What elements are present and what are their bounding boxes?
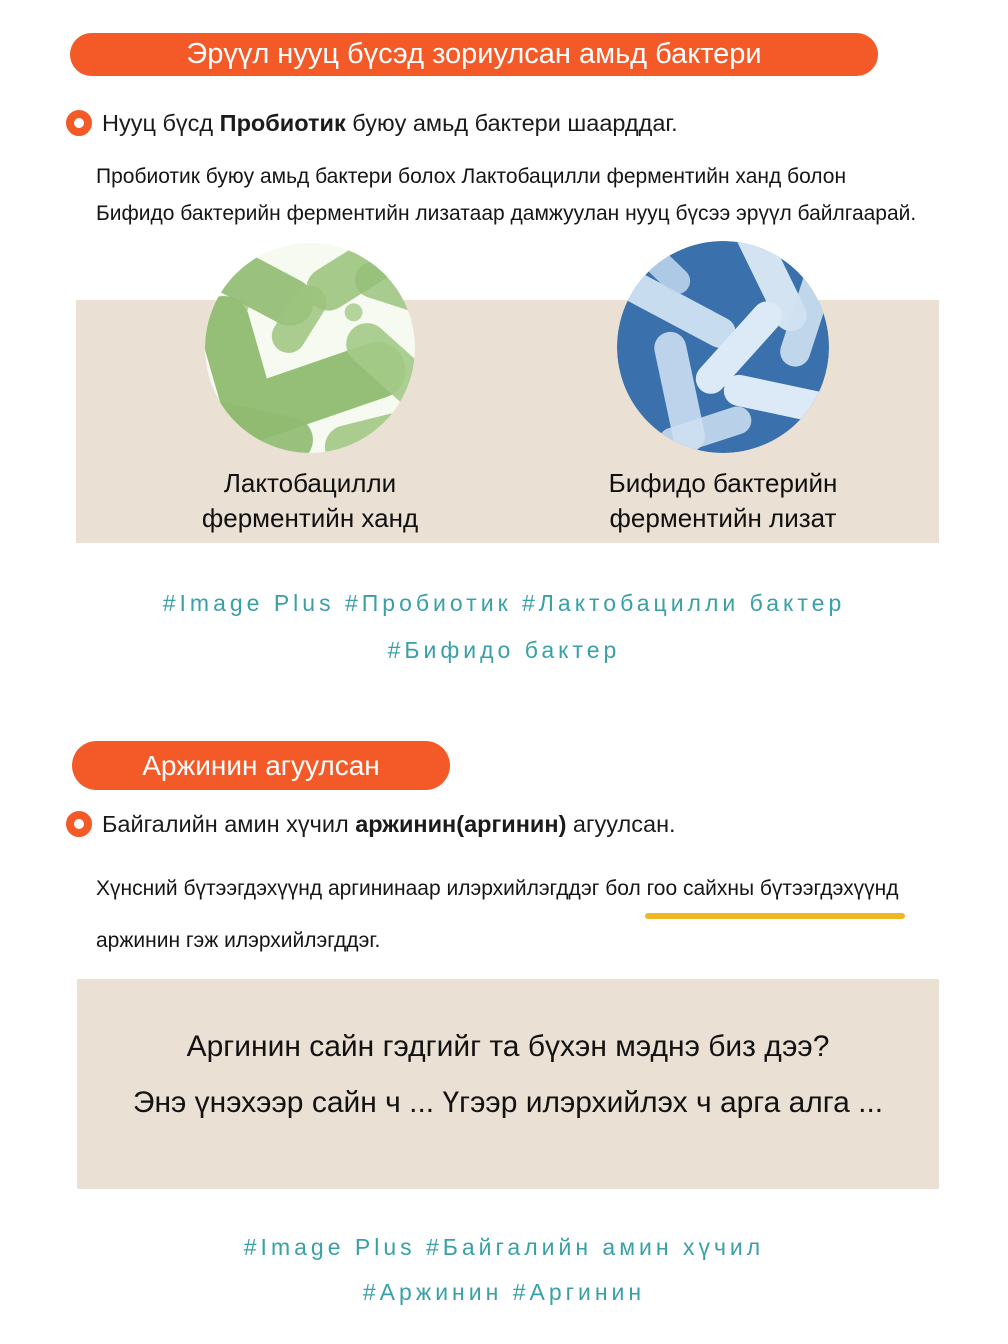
section-banner-arginine-label: Аржинин агуулсан [142,749,380,781]
arginine-paragraph-line1 [96,863,966,915]
bullet-probiotic [66,107,678,139]
bullet-probiotic-highlight: Пробиотик [220,107,346,139]
hashtags-arginine-line2: #Аржинин #Аргинин [362,1279,646,1305]
arginine-paragraph [96,863,966,967]
photo-caption-lactobacilli-line2: ферментийн ханд [201,503,419,533]
arginine-paragraph-pre: Хүнсний бүтээгдэхүүнд аргининаар илэрхийлэгддэг бол [96,877,647,900]
hashtags-arginine-line1: #Image Plus #Байгалийн амин хүчил [243,1234,765,1260]
quote-line2: Энэ үнэхээр сайн ч ... Үгээр илэрхийлэх ч арга алга ... [132,1086,884,1119]
probiotic-paragraph-line2: Бифидо бактерийн ферментийн лизатаар дамжуулан нууц бүсээ эрүүл байлгаарай. [96,202,917,225]
bifido-bacteria-photo [617,241,829,453]
section-banner-probiotic-label: Эрүүл нууц бүсэд зориулсан амьд бактери [186,38,762,70]
green-bacteria-illustration [205,243,415,453]
bullet-arginine-highlight: аржинин(аргинин) [355,808,566,840]
photo-caption-lactobacilli [135,466,485,536]
lactobacilli-bacteria-photo [205,243,415,453]
bullet-arginine-post: агуулсан. [566,811,676,837]
hashtags-probiotic-line2: #Бифидо бактер [387,637,621,663]
bullet-probiotic-text [102,107,678,139]
orange-ring-bullet-icon [66,811,92,837]
photo-caption-bifido-line2: ферментийн лизат [609,503,837,533]
hashtags-probiotic-line1: #Image Plus #Пробиотик #Лактобацилли бактер [162,590,846,616]
orange-ring-bullet-icon [66,110,92,136]
section-banner-arginine [72,741,450,790]
bullet-probiotic-post: буюу амьд бактери шаарддаг. [345,110,678,136]
quote-panel [77,979,939,1189]
arginine-paragraph-underlined: гоо сайхны бүтээгдэхүүнд [647,863,899,915]
photo-caption-lactobacilli-line1: Лактобацилли [223,468,397,498]
blue-bacteria-illustration [617,241,829,453]
bullet-arginine [66,808,676,840]
probiotic-paragraph-line1: Пробиотик буюу амьд бактери болох Лактобацилли ферментийн ханд болон [96,165,847,188]
hashtags-arginine [0,1232,1008,1307]
bullet-arginine-text [102,808,676,840]
bullet-probiotic-pre: Нууц бүсд [102,110,220,136]
probiotic-paragraph [96,158,956,232]
photo-caption-bifido [548,466,898,536]
section-banner-probiotic [70,33,878,76]
photo-caption-bifido-line1: Бифидо бактерийн [608,468,838,498]
arginine-paragraph-line2: аржинин гэж илэрхийлэгддэг. [96,929,381,952]
bullet-arginine-pre: Байгалийн амин хүчил [102,811,356,837]
hashtags-probiotic [0,588,1008,665]
quote-line1: Аргинин сайн гэдгийг та бүхэн мэднэ биз дээ? [186,1030,830,1063]
